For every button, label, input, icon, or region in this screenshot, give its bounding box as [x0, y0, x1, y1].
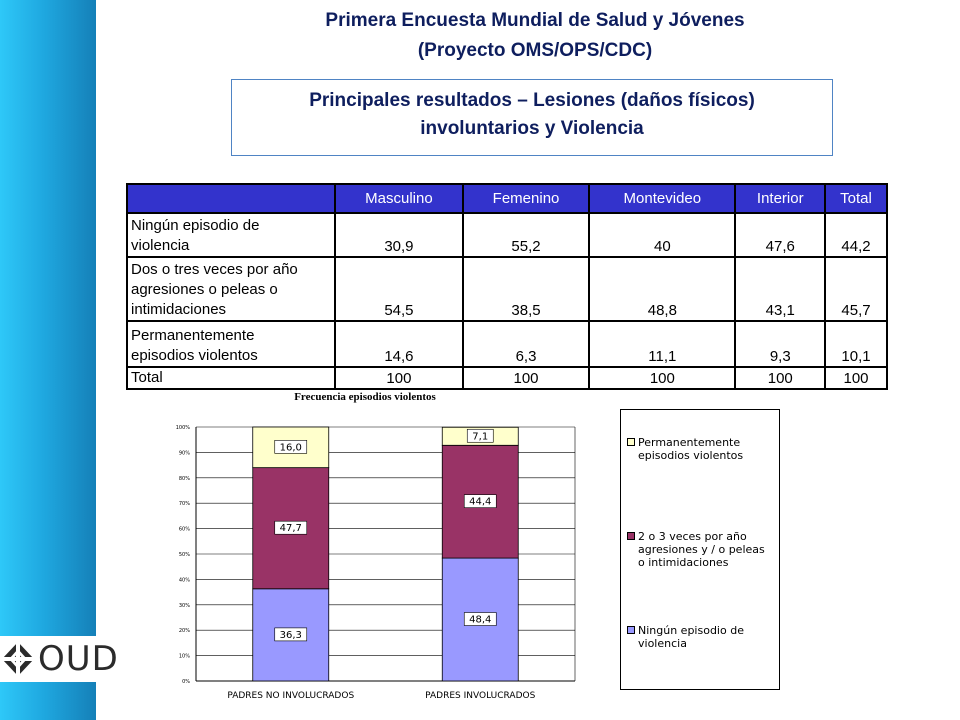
- row-label-line: intimidaciones: [131, 301, 227, 318]
- table-cell: 11,1: [589, 321, 735, 367]
- col-header-masculino: Masculino: [335, 184, 463, 213]
- legend-label-line: Permanentemente: [638, 436, 741, 449]
- subtitle-line2: involuntarios y Violencia: [420, 118, 644, 139]
- col-header-femenino: Femenino: [463, 184, 589, 213]
- legend-label-line: Ningún episodio de: [638, 624, 744, 637]
- subtitle-line1: Principales resultados – Lesiones (daños físicos): [309, 90, 755, 111]
- chart-title: Frecuencia episodios violentos: [294, 391, 436, 403]
- page-title-line2: (Proyecto OMS/OPS/CDC): [417, 40, 653, 61]
- x-tick-label: PADRES INVOLUCRADOS: [425, 691, 536, 701]
- data-label: 7,1: [472, 431, 489, 443]
- y-tick-label: 20%: [178, 628, 190, 635]
- table-cell: 38,5: [463, 257, 589, 321]
- legend-label-line: agresiones y / o peleas: [638, 543, 765, 556]
- y-tick-label: 90%: [178, 450, 190, 457]
- table-cell: 100: [463, 367, 589, 389]
- row-label: Total: [127, 367, 335, 389]
- table-cell: 45,7: [825, 257, 887, 321]
- table-cell: 100: [735, 367, 825, 389]
- legend-item: [627, 624, 777, 650]
- table-cell: 47,6: [735, 213, 825, 257]
- col-header-total: Total: [825, 184, 887, 213]
- table-cell: 6,3: [463, 321, 589, 367]
- legend-label-line: o intimidaciones: [638, 556, 729, 569]
- table-cell: 48,8: [589, 257, 735, 321]
- legend-item: [627, 530, 777, 569]
- table-cell: 54,5: [335, 257, 463, 321]
- data-label: 36,3: [279, 629, 302, 641]
- table-cell: 43,1: [735, 257, 825, 321]
- data-label: 44,4: [469, 496, 492, 508]
- table-cell: 14,6: [335, 321, 463, 367]
- chart-legend: [620, 409, 780, 690]
- table-cell: 55,2: [463, 213, 589, 257]
- x-tick-label: PADRES NO INVOLUCRADOS: [227, 691, 355, 701]
- row-label-line: Dos o tres veces por año: [131, 261, 298, 278]
- data-label: 48,4: [469, 614, 492, 626]
- y-tick-label: 80%: [178, 475, 190, 482]
- row-label-line: agresiones o peleas o: [131, 281, 278, 298]
- col-header-interior: Interior: [735, 184, 825, 213]
- y-tick-label: 100%: [175, 425, 190, 431]
- row-label-line: Permanentemente: [131, 327, 255, 344]
- table-cell: 40: [589, 213, 735, 257]
- table-cell: 100: [589, 367, 735, 389]
- legend-swatch: [627, 532, 635, 540]
- table-cell: 30,9: [335, 213, 463, 257]
- table-cell: 10,1: [825, 321, 887, 367]
- data-label: 16,0: [279, 442, 302, 454]
- legend-label-line: violencia: [638, 637, 687, 650]
- table-cell: 9,3: [735, 321, 825, 367]
- data-label: 47,7: [279, 523, 302, 535]
- legend-swatch: [627, 438, 635, 446]
- legend-swatch: [627, 626, 635, 634]
- legend-item: [627, 436, 777, 462]
- y-tick-label: 10%: [178, 653, 190, 660]
- y-tick-label: 30%: [178, 602, 190, 609]
- page-title-line1: Primera Encuesta Mundial de Salud y Jóvenes: [325, 10, 745, 31]
- y-tick-label: 70%: [178, 501, 190, 508]
- legend-label-line: episodios violentos: [638, 449, 744, 462]
- col-header-montevideo: Montevideo: [589, 184, 735, 213]
- table-cell: 100: [825, 367, 887, 389]
- y-tick-label: 40%: [178, 577, 190, 584]
- row-label-line: Ningún episodio de: [131, 217, 260, 234]
- table-cell: 44,2: [825, 213, 887, 257]
- row-label-line: violencia: [131, 237, 190, 254]
- y-tick-label: 0%: [182, 679, 190, 685]
- row-label-line: episodios violentos: [131, 347, 258, 364]
- y-tick-label: 60%: [178, 526, 190, 533]
- table-cell: 100: [335, 367, 463, 389]
- logo-text: OUD: [38, 639, 119, 679]
- y-tick-label: 50%: [178, 552, 190, 558]
- legend-label-line: 2 o 3 veces por año: [638, 530, 747, 543]
